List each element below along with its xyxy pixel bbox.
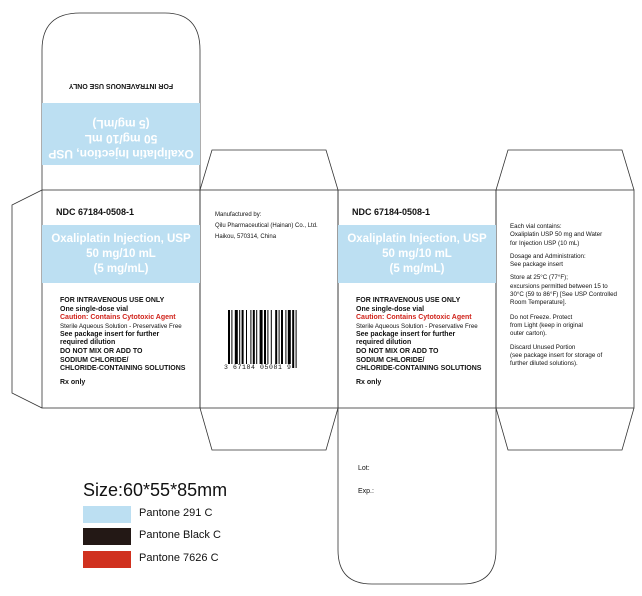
back-name-line1: Oxaliplatin Injection, USP xyxy=(347,233,487,245)
legend-label-7626c: Pantone 7626 C xyxy=(139,552,219,564)
barcode-bar xyxy=(228,310,230,368)
info-l10: Do not Freeze. Protect xyxy=(510,313,573,321)
info-top-dust-flap xyxy=(496,150,634,190)
barcode-bar xyxy=(256,310,257,364)
front-body xyxy=(60,297,200,387)
info-l2: Oxaliplatin USP 50 mg and Water xyxy=(510,231,603,239)
barcode-bar xyxy=(267,310,268,364)
info-l14: (see package insert for storage of xyxy=(510,351,603,359)
info-l4: Dosage and Administration: xyxy=(510,252,586,260)
barcode-bar xyxy=(271,310,272,364)
info-l15: further diluted solutions). xyxy=(510,360,578,368)
front-name-box xyxy=(42,225,200,283)
top-flap-name-line1: Oxaliplatin Injection, USP xyxy=(48,147,194,161)
back-ndc: NDC 67184-0508-1 xyxy=(352,207,431,217)
info-l8: 30°C (59 to 86°F) [See USP Controlled xyxy=(510,291,617,299)
swatch-pantone-7626c xyxy=(83,551,131,568)
back-vial: One single-dose vial xyxy=(356,305,425,313)
side-top-dust-flap xyxy=(200,150,338,190)
barcode-bar xyxy=(264,310,266,364)
barcode-bar xyxy=(242,310,244,364)
barcode-bar xyxy=(253,310,255,364)
barcode-bar xyxy=(279,310,280,364)
front-ndc: NDC 67184-0508-1 xyxy=(56,207,135,217)
barcode-bar xyxy=(292,310,294,368)
lot-label: Lot: xyxy=(358,465,370,472)
back-name-line2: 50 mg/10 mL xyxy=(382,248,452,260)
front-mix-line2: SODIUM CHLORIDE/ xyxy=(60,356,129,364)
side-bottom-dust-flap xyxy=(200,408,338,450)
info-l7: excursions permitted between 15 to xyxy=(510,282,608,290)
back-caution: Caution: Contains Cytotoxic Agent xyxy=(356,314,472,322)
barcode-bar xyxy=(246,310,247,364)
barcode-bar xyxy=(281,310,283,364)
info-text xyxy=(510,223,632,368)
top-flap-route: FOR INTRAVENOUS USE ONLY xyxy=(68,82,174,89)
top-flap-name-box xyxy=(42,103,200,165)
info-l5: See package insert xyxy=(510,261,563,269)
back-name-line3: (5 mg/mL) xyxy=(389,263,445,275)
info-l6: Store at 25°C (77°F); xyxy=(510,274,568,282)
size-label: Size:60*55*85mm xyxy=(83,480,228,500)
info-l1: Each vial contains: xyxy=(510,223,562,230)
swatch-pantone-black xyxy=(83,528,131,545)
front-mix-line1: DO NOT MIX OR ADD TO xyxy=(60,347,143,355)
front-vial: One single-dose vial xyxy=(60,305,129,313)
front-sterile: Sterile Aqueous Solution - Preservative Free xyxy=(60,322,182,330)
front-name-line3: (5 mg/mL) xyxy=(93,263,149,275)
barcode-bar xyxy=(296,310,297,368)
back-name-box xyxy=(338,225,496,283)
back-rx: Rx only xyxy=(356,378,382,386)
barcode-bar xyxy=(285,310,286,364)
back-body xyxy=(356,297,496,387)
barcode-digits: 3 67184 05081 9 xyxy=(224,364,292,371)
barcode-bar xyxy=(288,310,291,364)
back-mix-line2: SODIUM CHLORIDE/ xyxy=(356,356,425,364)
front-mix-line3: CHLORIDE-CONTAINING SOLUTIONS xyxy=(60,365,186,373)
side-manufacturer xyxy=(215,210,335,243)
barcode-bar xyxy=(250,310,251,364)
top-flap-name-line2: 50 mg/10 mL xyxy=(84,132,158,146)
barcode-bar xyxy=(239,310,240,364)
front-name-line1: Oxaliplatin Injection, USP xyxy=(51,233,191,245)
front-insert-line1: See package insert for further xyxy=(60,330,160,338)
front-route: FOR INTRAVENOUS USE ONLY xyxy=(60,297,165,304)
barcode-bar xyxy=(275,310,277,364)
glue-tab-outline xyxy=(12,190,42,408)
info-l13: Discard Unused Portion xyxy=(510,343,576,351)
info-l9: Room Temperature]. xyxy=(510,299,567,307)
back-insert-line1: See package insert for further xyxy=(356,330,456,338)
info-l12: outer carton). xyxy=(510,330,547,338)
front-rx: Rx only xyxy=(60,378,86,386)
back-mix-line3: CHLORIDE-CONTAINING SOLUTIONS xyxy=(356,365,482,373)
barcode-bar xyxy=(260,310,263,364)
back-sterile: Sterile Aqueous Solution - Preservative Free xyxy=(356,322,478,330)
swatch-pantone-291c xyxy=(83,506,131,523)
front-caution: Caution: Contains Cytotoxic Agent xyxy=(60,314,176,322)
legend-label-291c: Pantone 291 C xyxy=(139,507,213,519)
back-mix-line1: DO NOT MIX OR ADD TO xyxy=(356,347,439,355)
info-l3: for Injection USP (10 mL) xyxy=(510,239,580,247)
side-barcode xyxy=(226,310,316,374)
front-insert-line2: required dilution xyxy=(60,339,116,347)
barcode-bar xyxy=(235,310,238,364)
side-mfr-line2: Haikou, 570314, China xyxy=(215,234,277,240)
barcode-bar xyxy=(231,310,232,368)
back-insert-line2: required dilution xyxy=(356,339,412,347)
exp-label: Exp.: xyxy=(358,488,374,495)
info-l11: from Light (keep in original xyxy=(510,321,583,329)
side-mfr-label: Manufactured by: xyxy=(215,212,262,218)
front-name-line2: 50 mg/10 mL xyxy=(86,248,156,260)
top-flap-name-line3: (5 mg/mL) xyxy=(92,117,150,131)
bottom-flap-outline xyxy=(338,408,496,584)
back-route: FOR INTRAVENOUS USE ONLY xyxy=(356,297,461,304)
side-mfr-line1: Qilu Pharmaceutical (Hainan) Co., Ltd. xyxy=(215,223,318,229)
top-flap-content xyxy=(42,75,200,165)
legend-label-black: Pantone Black C xyxy=(139,529,221,541)
info-bottom-dust-flap xyxy=(496,408,634,450)
barcode-graphic xyxy=(226,310,316,368)
